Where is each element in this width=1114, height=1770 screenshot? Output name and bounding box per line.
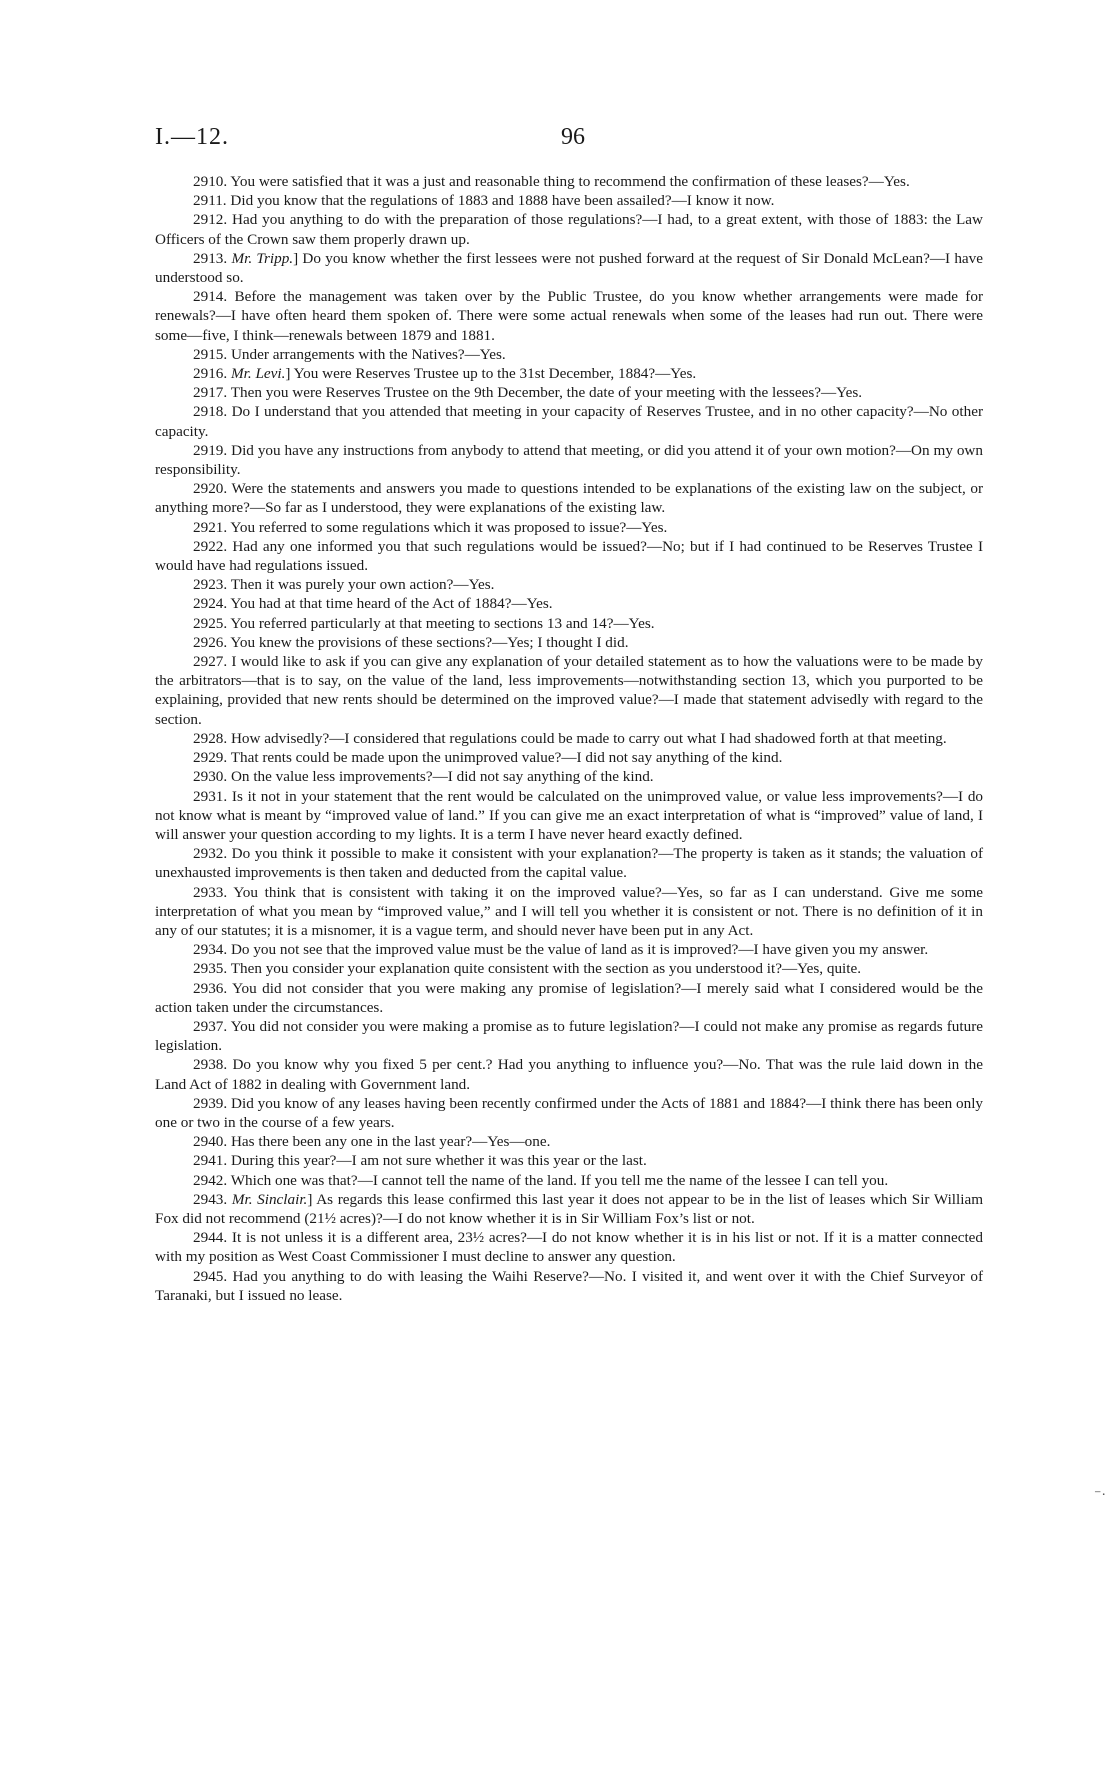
question-entry (155, 575, 983, 594)
question-entry (155, 1190, 983, 1228)
question-answer-text: Do you know why you fixed 5 per cent.? Had you anything to influence you?—No. That was the rule laid down in the Land Act of 1882 in dealing with Government land. (155, 1056, 984, 1093)
question-answer-text: You referred to some regulations which it was proposed to issue?—Yes. (230, 518, 668, 536)
question-answer-text: Did you know that the regulations of 1883 and 1888 have been assailed?—I know it now. (230, 192, 775, 210)
question-answer-text: You were satisfied that it was a just and reasonable thing to recommend the confirmation of these leases?—Yes. (230, 173, 910, 190)
question-answer-text: Is it not in your statement that the rent would be calculated on the unimproved value, or value less improvements?—I do not know what is meant by “improved value of land.” If you can give me an exact interpretation of what is “improved” value of land, I will answer your question according to my lights. It is a term I have never heard exactly defined. (155, 787, 984, 843)
question-answer-text: Then you were Reserves Trustee on the 9th December, the date of your meeting with the lessees?—Yes. (230, 384, 863, 402)
question-entry (155, 979, 983, 1017)
question-entry (155, 729, 983, 748)
question-answer-text: Did you have any instructions from anybody to attend that meeting, or did you attend it of your own motion?—On my own responsibility. (155, 441, 983, 479)
question-number: 2927. (193, 653, 228, 671)
question-answer-text: Do you think it possible to make it consistent with your explanation?—The property is taken as it stands; the valuation of unexhausted improvements is then taken and deducted from the capital value. (155, 845, 983, 882)
question-number: 2920. (193, 480, 228, 498)
question-number: 2928. (193, 729, 228, 747)
question-number: 2941. (193, 1152, 228, 1170)
question-answer-text: Then you consider your explanation quite consistent with the section as you understood it?—Yes, quite. (230, 960, 862, 978)
question-number: 2939. (193, 1094, 228, 1112)
question-answer-text: Then it was purely your own action?—Yes. (230, 576, 495, 594)
question-answer-text: You had at that time heard of the Act of 1884?—Yes. (230, 595, 553, 613)
question-entry (155, 1151, 983, 1170)
question-entry (155, 249, 983, 287)
question-answer-text: Before the management was taken over by the Public Trustee, do you know whether arrangements were made for renewals?—I have often heard them spoken of. There were some actual renewals when some of the leases had run out. There were some—five, I think—renewals between 1879 and 1881. (155, 288, 983, 344)
question-number: 2913. (193, 249, 228, 267)
evidence-transcript (155, 172, 983, 1305)
question-number: 2940. (193, 1133, 228, 1151)
question-number: 2935. (193, 960, 228, 978)
question-number: 2917. (193, 384, 228, 402)
question-answer-text: Had any one informed you that such regulations would be issued?—No; but if I had continued to be Reserves Trustee I would have had regulations issued. (155, 537, 984, 575)
question-answer-text: Under arrangements with the Natives?—Yes. (230, 345, 506, 363)
question-answer-text: On the value less improvements?—I did not say anything of the kind. (230, 768, 654, 786)
question-entry (155, 402, 983, 440)
question-number: 2933. (193, 883, 228, 901)
question-entry (155, 614, 983, 633)
question-number: 2936. (193, 979, 228, 997)
speaker-name: Mr. Levi. (230, 365, 286, 383)
question-number: 2934. (193, 941, 228, 959)
question-number: 2937. (193, 1017, 228, 1035)
question-answer-text: During this year?—I am not sure whether it was this year or the last. (230, 1152, 647, 1170)
question-number: 2922. (193, 537, 228, 555)
question-answer-text: You referred particularly at that meeting to sections 13 and 14?—Yes. (230, 614, 655, 632)
question-answer-text: You did not consider you were making a promise as to future legislation?—I could not make any promise as regards future legislation. (155, 1017, 984, 1055)
question-number: 2910. (193, 173, 228, 190)
question-number: 2930. (193, 768, 228, 786)
question-entry (155, 287, 983, 345)
document-reference: I.—12. (155, 124, 229, 150)
question-entry (155, 767, 983, 786)
question-entry (155, 1267, 983, 1305)
question-entry (155, 441, 983, 479)
question-entry (155, 940, 983, 959)
question-number: 2919. (193, 441, 228, 459)
page-header (155, 124, 985, 154)
question-entry (155, 594, 983, 613)
question-entry (155, 518, 983, 537)
question-answer-text: Which one was that?—I cannot tell the name of the land. If you tell me the name of the lessee I can tell you. (230, 1171, 889, 1189)
question-answer-text: ] You were Reserves Trustee up to the 31st December, 1884?—Yes. (285, 365, 697, 383)
question-entry (155, 191, 983, 210)
question-number: 2911. (193, 192, 227, 210)
question-entry (155, 844, 983, 882)
question-answer-text: ] Do you know whether the first lessees were not pushed forward at the request of Sir Donald McLean?—I have understood so. (155, 249, 983, 287)
question-answer-text: You think that is consistent with taking it on the improved value?—Yes, so far as I can understand. Give me some interpretation of what you mean by “improved value,” and I will tell you whether it is consistent or not. There is no definition of it in any of our statutes; it is a misnomer, it is a vague term, and should never have been put in any Act. (155, 883, 983, 939)
question-entry (155, 1017, 983, 1055)
question-number: 2943. (193, 1190, 228, 1208)
question-number: 2944. (193, 1229, 228, 1247)
question-entry (155, 633, 983, 652)
question-answer-text: Do I understand that you attended that meeting in your capacity of Reserves Trustee, and in no other capacity?—No other capacity. (155, 403, 984, 440)
question-number: 2921. (193, 518, 228, 536)
question-number: 2932. (193, 845, 228, 863)
question-entry (155, 364, 983, 383)
question-entry (155, 748, 983, 767)
question-entry (155, 1094, 983, 1132)
question-answer-text: Do you not see that the improved value must be the value of land as it is improved?—I have given you my answer. (230, 941, 929, 959)
question-number: 2945. (193, 1267, 228, 1285)
question-number: 2916. (193, 365, 228, 383)
question-number: 2924. (193, 595, 228, 613)
speaker-name: Mr. Tripp. (231, 249, 294, 267)
question-number: 2929. (193, 749, 228, 767)
question-answer-text: You knew the provisions of these sections?—Yes; I thought I did. (230, 633, 629, 651)
question-answer-text: Has there been any one in the last year?—Yes—one. (230, 1133, 551, 1151)
question-number: 2938. (193, 1056, 228, 1074)
question-answer-text: I would like to ask if you can give any explanation of your detailed statement as to how the valuations were to be made by the arbitrators—that is to say, on the value of the land, less improvements—notwithstanding section 13, which you purported to be explaining, provided that new rents should be determined on the improved value?—I made that statement advisedly with regard to the section. (155, 653, 983, 728)
question-number: 2912. (193, 211, 228, 229)
question-answer-text: Were the statements and answers you made to questions intended to be explanations of the existing law on the subject, or anything more?—So far as I understood, they were explanations of the existing law. (155, 480, 983, 517)
question-entry (155, 652, 983, 729)
question-answer-text: Had you anything to do with the preparation of those regulations?—I had, to a great extent, with those of 1883: the Law Officers of the Crown saw them properly drawn up. (155, 211, 983, 248)
question-answer-text: You did not consider that you were making any promise of legislation?—I merely said what I considered would be the action taken under the circumstances. (155, 979, 984, 1016)
page-number: 96 (561, 124, 585, 150)
question-entry (155, 1171, 983, 1190)
question-entry (155, 1228, 983, 1266)
question-entry (155, 959, 983, 978)
question-number: 2925. (193, 614, 228, 632)
margin-mark: ⁻· (1093, 1488, 1106, 1503)
question-answer-text: It is not unless it is a different area, 23½ acres?—I do not know whether it is in his list or not. If it is a matter connected with my position as West Coast Commissioner I must decline to answer any question. (155, 1229, 984, 1266)
question-number: 2931. (193, 787, 228, 805)
question-number: 2915. (193, 345, 228, 363)
question-entry (155, 1132, 983, 1151)
speaker-name: Mr. Sinclair. (231, 1190, 308, 1208)
question-entry (155, 537, 983, 575)
question-entry (155, 345, 983, 364)
question-number: 2918. (193, 403, 228, 421)
question-entry (155, 172, 983, 191)
question-answer-text: ] As regards this lease confirmed this last year it does not appear to be in the list of leases which Sir William Fox did not recommend (21½ acres)?—I do not know whether it is in Sir William Fox’s list or not. (155, 1190, 984, 1227)
question-entry (155, 479, 983, 517)
question-answer-text: How advisedly?—I considered that regulations could be made to carry out what I had shadowed forth at that meeting. (230, 729, 947, 747)
question-number: 2914. (193, 288, 228, 306)
question-number: 2923. (193, 576, 228, 594)
question-entry (155, 383, 983, 402)
question-entry (155, 787, 983, 845)
question-entry (155, 1055, 983, 1093)
question-answer-text: That rents could be made upon the unimproved value?—I did not say anything of the kind. (230, 749, 783, 767)
question-entry (155, 883, 983, 941)
question-number: 2926. (193, 633, 228, 651)
question-number: 2942. (193, 1171, 228, 1189)
question-answer-text: Had you anything to do with leasing the Waihi Reserve?—No. I visited it, and went over it with the Chief Surveyor of Taranaki, but I issued no lease. (155, 1267, 983, 1304)
question-answer-text: Did you know of any leases having been recently confirmed under the Acts of 1881 and 1884?—I think there has been only one or two in the course of a few years. (155, 1094, 984, 1131)
question-entry (155, 210, 983, 248)
